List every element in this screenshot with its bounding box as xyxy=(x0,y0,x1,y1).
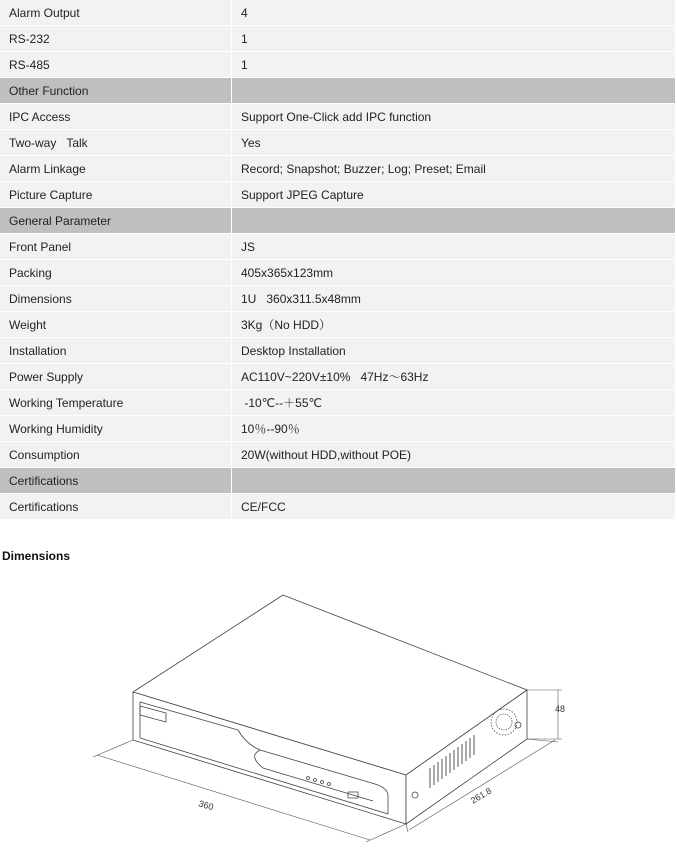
spec-key: Front Panel xyxy=(0,234,232,260)
spec-value xyxy=(232,468,676,494)
spec-value: AC110V~220V±10% 47Hz～63Hz xyxy=(232,364,676,390)
spec-value: 20W(without HDD,without POE) xyxy=(232,442,676,468)
spec-key: Working Temperature xyxy=(0,390,232,416)
spec-value: CE/FCC xyxy=(232,494,676,520)
spec-key: Picture Capture xyxy=(0,182,232,208)
table-row xyxy=(0,260,675,286)
spec-key: Power Supply xyxy=(0,364,232,390)
spec-value: Support JPEG Capture xyxy=(232,182,676,208)
depth-label: 261.8 xyxy=(468,785,494,806)
spec-key: Alarm Output xyxy=(0,0,232,26)
spec-value: 1 xyxy=(232,26,676,52)
spec-key: Working Humidity xyxy=(0,416,232,442)
table-row xyxy=(0,364,675,390)
spec-key: Dimensions xyxy=(0,286,232,312)
spec-key: RS-485 xyxy=(0,52,232,78)
device-dimension-drawing xyxy=(88,592,568,854)
section-title: General Parameter xyxy=(0,208,232,234)
dimensions-heading: Dimensions xyxy=(2,549,71,563)
table-row xyxy=(0,416,675,442)
spec-key: RS-232 xyxy=(0,26,232,52)
spec-key: Certifications xyxy=(0,494,232,520)
section-header-row xyxy=(0,78,675,104)
table-row xyxy=(0,52,675,78)
table-row xyxy=(0,26,675,52)
height-dimension xyxy=(527,690,562,739)
spec-value: 405x365x123mm xyxy=(232,260,676,286)
spec-key: Installation xyxy=(0,338,232,364)
section-title: Certifications xyxy=(0,468,232,494)
height-label: 48 xyxy=(555,704,566,714)
spec-value: JS xyxy=(232,234,676,260)
spec-key: IPC Access xyxy=(0,104,232,130)
table-row xyxy=(0,156,675,182)
spec-key: Alarm Linkage xyxy=(0,156,232,182)
table-row xyxy=(0,182,675,208)
spec-value: 10％--90％ xyxy=(232,416,676,442)
table-row xyxy=(0,286,675,312)
spec-value: -10℃--＋55℃ xyxy=(232,390,676,416)
spec-key: Packing xyxy=(0,260,232,286)
table-row xyxy=(0,104,675,130)
spec-key: Weight xyxy=(0,312,232,338)
section-header-row xyxy=(0,468,675,494)
table-row xyxy=(0,494,675,520)
spec-key: Consumption xyxy=(0,442,232,468)
spec-value: Record; Snapshot; Buzzer; Log; Preset; Email xyxy=(232,156,676,182)
table-row xyxy=(0,130,675,156)
spec-value: Support One-Click add IPC function xyxy=(232,104,676,130)
spec-value: Desktop Installation xyxy=(232,338,676,364)
spec-value: 3Kg（No HDD） xyxy=(232,312,676,338)
section-title: Other Function xyxy=(0,78,232,104)
table-row xyxy=(0,0,675,26)
spec-value: 4 xyxy=(232,0,676,26)
table-row xyxy=(0,312,675,338)
spec-key: Two-way Talk xyxy=(0,130,232,156)
table-row xyxy=(0,338,675,364)
spec-value: Yes xyxy=(232,130,676,156)
section-header-row xyxy=(0,208,675,234)
table-row xyxy=(0,442,675,468)
table-row xyxy=(0,390,675,416)
spec-value: 1U 360x311.5x48mm xyxy=(232,286,676,312)
width-label: 360 xyxy=(197,798,215,813)
spec-value xyxy=(232,208,676,234)
spec-value: 1 xyxy=(232,52,676,78)
table-row xyxy=(0,234,675,260)
spec-value xyxy=(232,78,676,104)
